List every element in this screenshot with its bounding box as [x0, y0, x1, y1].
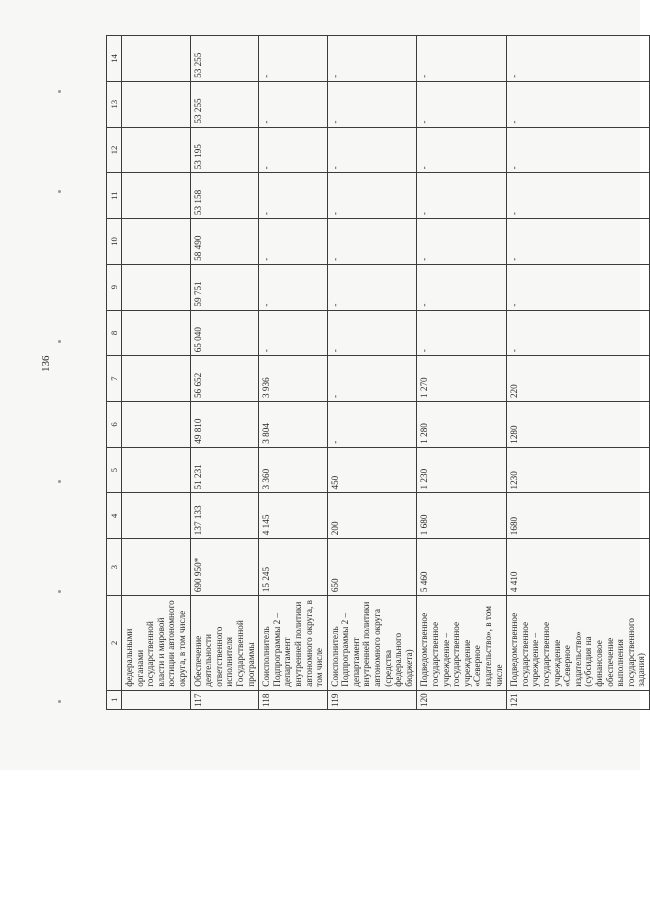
value-cell: - — [259, 127, 328, 173]
header-cell: 14 — [107, 36, 122, 82]
row-name-cell: Обеспечение деятельности ответственного исполнителя Государственной программы — [190, 596, 259, 691]
header-cell: 12 — [107, 127, 122, 173]
value-cell: - — [327, 264, 417, 310]
row-name-cell: Соисполнитель Подпрограммы 2 – департамент внутренней политики автономного округа (средства федерального бюджета) — [327, 596, 417, 691]
value-cell — [122, 173, 191, 219]
header-cell: 2 — [107, 596, 122, 691]
value-cell: - — [327, 81, 417, 127]
value-cell: - — [417, 310, 507, 356]
header-cell: 13 — [107, 81, 122, 127]
value-cell — [122, 81, 191, 127]
value-cell: 49 810 — [190, 402, 259, 448]
table-row — [507, 36, 650, 710]
value-cell: - — [507, 310, 650, 356]
rotated-table-wrapper — [106, 35, 647, 710]
value-cell: 3 936 — [259, 356, 328, 402]
value-cell: - — [259, 173, 328, 219]
value-cell: 650 — [327, 539, 417, 596]
value-cell: 53 195 — [190, 127, 259, 173]
value-cell: - — [259, 219, 328, 265]
table-row — [190, 36, 259, 710]
value-cell: 53 255 — [190, 81, 259, 127]
value-cell — [122, 356, 191, 402]
value-cell: - — [327, 402, 417, 448]
value-cell: 59 751 — [190, 264, 259, 310]
row-name-cell: федеральными органами государственной власти и мировой юстиции автономного округа, в том числе — [122, 596, 191, 691]
value-cell: - — [417, 264, 507, 310]
budget-table — [106, 35, 650, 710]
row-number-cell — [122, 690, 191, 709]
header-cell: 10 — [107, 219, 122, 265]
row-number-cell: 118 — [259, 690, 328, 709]
value-cell: - — [507, 219, 650, 265]
value-cell: 1 280 — [417, 402, 507, 448]
header-cell: 9 — [107, 264, 122, 310]
binder-marks — [58, 0, 62, 770]
page-number: 136 — [40, 355, 52, 372]
value-cell — [122, 264, 191, 310]
value-cell: 65 040 — [190, 310, 259, 356]
value-cell: 3 804 — [259, 402, 328, 448]
value-cell: 3 360 — [259, 447, 328, 493]
value-cell: - — [259, 310, 328, 356]
table-row — [327, 36, 417, 710]
row-number-cell: 120 — [417, 690, 507, 709]
header-cell: 6 — [107, 402, 122, 448]
value-cell: 15 245 — [259, 539, 328, 596]
value-cell: - — [507, 81, 650, 127]
value-cell: 690 950* — [190, 539, 259, 596]
value-cell — [122, 310, 191, 356]
row-number-cell: 119 — [327, 690, 417, 709]
value-cell: - — [417, 219, 507, 265]
table-row — [259, 36, 328, 710]
table-row — [417, 36, 507, 710]
value-cell: - — [327, 127, 417, 173]
value-cell — [122, 447, 191, 493]
value-cell: - — [259, 36, 328, 82]
value-cell: 53 158 — [190, 173, 259, 219]
value-cell: - — [327, 36, 417, 82]
header-cell: 11 — [107, 173, 122, 219]
column-number-row — [107, 36, 122, 710]
value-cell: 5 460 — [417, 539, 507, 596]
value-cell: - — [327, 356, 417, 402]
value-cell: - — [507, 127, 650, 173]
value-cell: - — [507, 264, 650, 310]
value-cell — [122, 127, 191, 173]
value-cell: 1 230 — [417, 447, 507, 493]
value-cell: 53 255 — [190, 36, 259, 82]
header-cell: 7 — [107, 356, 122, 402]
header-cell: 1 — [107, 690, 122, 709]
header-cell: 4 — [107, 493, 122, 539]
row-name-cell: Подведомственное государственное учреждение – государственное учреждение «Северное издательство», в том числе — [417, 596, 507, 691]
value-cell: 58 490 — [190, 219, 259, 265]
value-cell: 1680 — [507, 493, 650, 539]
row-name-cell: Соисполнитель Подпрограммы 2 – департамент внутренней политики автономного округа, в том числе — [259, 596, 328, 691]
value-cell: 200 — [327, 493, 417, 539]
value-cell: - — [259, 81, 328, 127]
row-name-cell: Подведомственное государственное учреждение – государственное учреждение «Северное издательство» (субсидия на финансовое обеспечение выполнения государственного задания) — [507, 596, 650, 691]
value-cell: 220 — [507, 356, 650, 402]
value-cell: - — [327, 173, 417, 219]
value-cell: 56 652 — [190, 356, 259, 402]
value-cell: 1 270 — [417, 356, 507, 402]
table-row — [122, 36, 191, 710]
value-cell: 1 680 — [417, 493, 507, 539]
value-cell: - — [417, 81, 507, 127]
row-number-cell: 121 — [507, 690, 650, 709]
value-cell: 4 145 — [259, 493, 328, 539]
value-cell — [122, 219, 191, 265]
value-cell: 4 410 — [507, 539, 650, 596]
value-cell: - — [417, 36, 507, 82]
value-cell — [122, 402, 191, 448]
value-cell: 1230 — [507, 447, 650, 493]
value-cell: 450 — [327, 447, 417, 493]
value-cell: - — [327, 219, 417, 265]
value-cell: 137 133 — [190, 493, 259, 539]
row-number-cell: 117 — [190, 690, 259, 709]
value-cell — [122, 493, 191, 539]
header-cell: 3 — [107, 539, 122, 596]
header-cell: 5 — [107, 447, 122, 493]
value-cell — [122, 36, 191, 82]
value-cell — [122, 539, 191, 596]
value-cell: 51 231 — [190, 447, 259, 493]
value-cell: - — [417, 173, 507, 219]
value-cell: 1280 — [507, 402, 650, 448]
value-cell: - — [259, 264, 328, 310]
value-cell: - — [507, 36, 650, 82]
value-cell: - — [327, 310, 417, 356]
value-cell: - — [417, 127, 507, 173]
value-cell: - — [507, 173, 650, 219]
header-cell: 8 — [107, 310, 122, 356]
